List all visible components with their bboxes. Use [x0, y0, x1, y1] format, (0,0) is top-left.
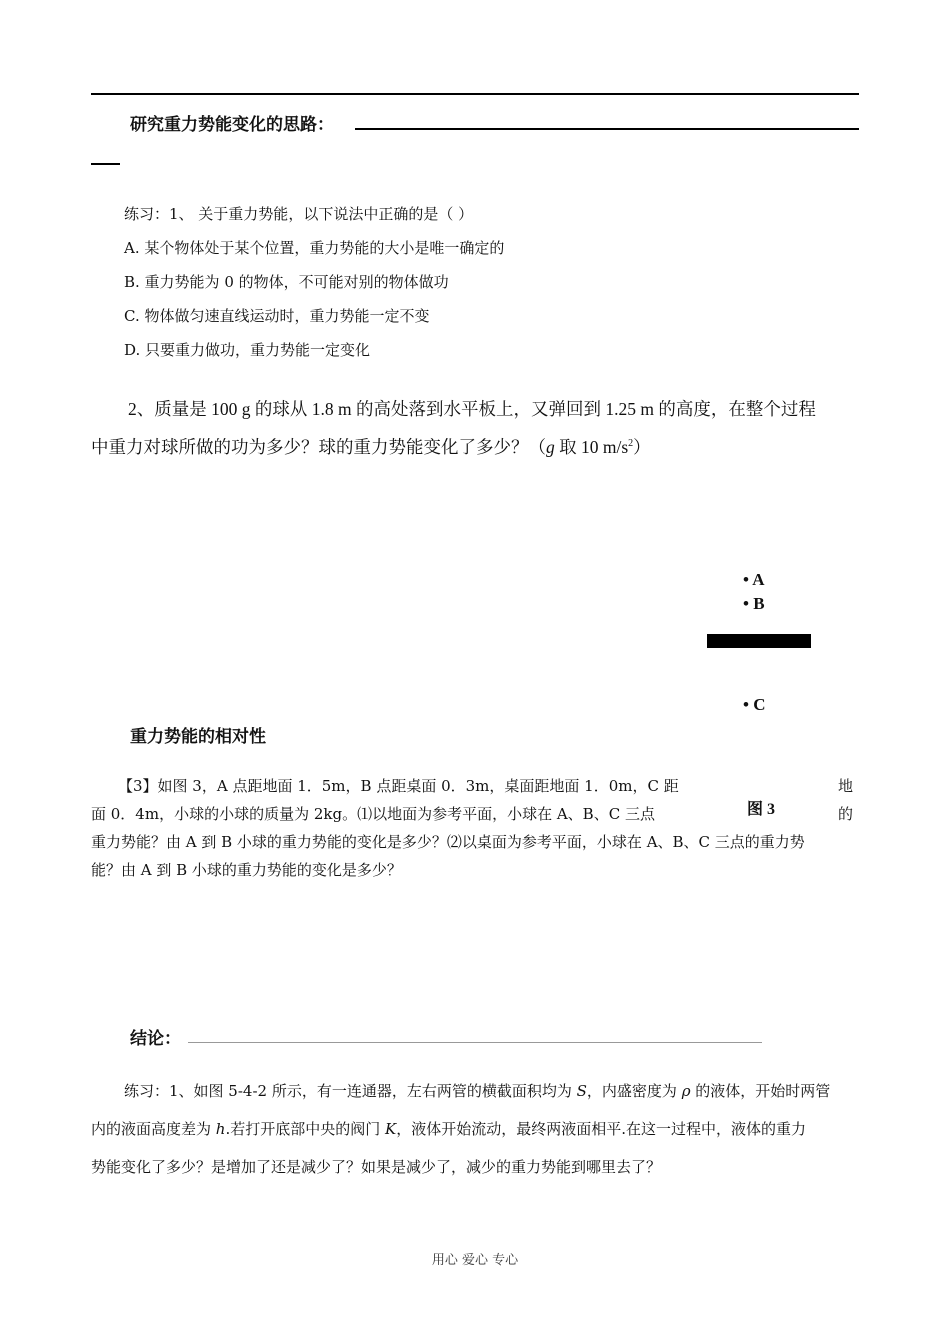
option-d: D. 只要重力做功，重力势能一定变化	[124, 341, 371, 359]
exercise-1-question: 练习：1、 关于重力势能，以下说法中正确的是（ ）	[124, 205, 474, 223]
rho-symbol: ρ	[681, 1082, 691, 1100]
exercise-4-text-e: .若打开底部中央的阀门	[225, 1120, 385, 1138]
exercise-2-text-b: 取 10 m/s	[554, 437, 629, 457]
exercise-4-line3: 势能变化了多少？是增加了还是减少了？如果是减少了，减少的重力势能到哪里去了？	[91, 1158, 662, 1176]
answer-blank-line-tail	[91, 163, 120, 165]
h-symbol: h	[215, 1120, 226, 1138]
s-symbol: S	[576, 1082, 587, 1100]
problem-3-line1: 【3】如图 3，A 点距地面 1．5m，B 点距桌面 0．3m，桌面距地面 1．0m，C 距	[118, 777, 679, 795]
top-rule	[91, 93, 859, 95]
exercise-2-line2	[91, 434, 651, 459]
point-b: • B	[743, 594, 765, 613]
exercise-2-text-a: 中重力对球所做的功为多少？球的重力势能变化了多少？（	[91, 437, 546, 457]
problem-3-line1-end: 地	[838, 777, 854, 795]
exercise-4-line1	[124, 1081, 830, 1101]
point-c: • C	[743, 695, 766, 714]
g-symbol: g	[546, 437, 555, 457]
option-c: C. 物体做匀速直线运动时，重力势能一定不变	[124, 307, 430, 325]
relativity-heading: 重力势能的相对性	[130, 727, 266, 747]
superscript-2: 2	[628, 438, 634, 450]
exercise-4-line2	[91, 1119, 806, 1139]
exercise-2-line1: 2、质量是 100 g 的球从 1.8 m 的高处落到水平板上，又弹回到 1.25 m 的高度，在整个过程	[128, 399, 816, 419]
k-symbol: K	[385, 1120, 397, 1138]
exercise-2-text-c: ）	[633, 437, 651, 457]
conclusion-blank-line	[188, 1042, 762, 1043]
table-bar	[707, 634, 811, 648]
problem-3-line2: 面 0．4m，小球的小球的质量为 2kg。⑴以地面为参考平面，小球在 A、B、C 三点	[91, 805, 655, 823]
exercise-4-text-b: ，内盛密度为	[586, 1082, 682, 1100]
problem-3-line4: 能？由 A 到 B 小球的重力势能的变化是多少？	[91, 861, 402, 879]
point-a: • A	[743, 570, 765, 589]
thought-heading: 研究重力势能变化的思路：	[130, 115, 334, 135]
problem-3-line3: 重力势能？由 A 到 B 小球的重力势能的变化是多少？⑵以桌面为参考平面，小球在 A、B、C 三点的重力势	[91, 833, 805, 851]
exercise-4-text-c: 的液体，开始时两管	[690, 1082, 831, 1100]
option-b: B. 重力势能为 0 的物体，不可能对别的物体做功	[124, 273, 449, 291]
exercise-4-text-d: 内的液面高度差为	[91, 1120, 216, 1138]
page-footer: 用心 爱心 专心	[431, 1253, 519, 1268]
exercise-4-text-a: 练习：1、如图 5-4-2 所示，有一连通器，左右两管的横截面积均为	[124, 1082, 577, 1100]
option-a: A. 某个物体处于某个位置，重力势能的大小是唯一确定的	[124, 239, 505, 257]
figure-caption: 图 3	[747, 801, 776, 818]
problem-3-line2-end: 的	[838, 805, 854, 823]
exercise-4-text-f: ，液体开始流动，最终两液面相平.在这一过程中，液体的重力	[396, 1120, 806, 1138]
answer-blank-line	[355, 128, 859, 130]
conclusion-label: 结论：	[130, 1029, 181, 1049]
